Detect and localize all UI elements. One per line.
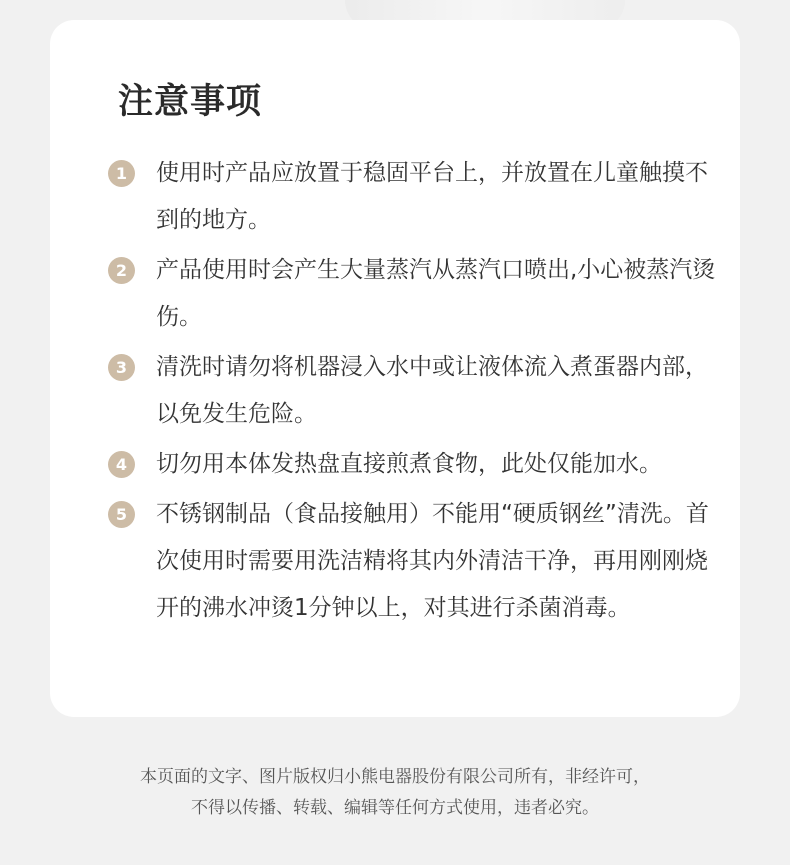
copyright-line-1: 本页面的文字、图片版权归小熊电器股份有限公司所有，非经许可， [140,767,650,787]
notice-text: 不锈钢制品（食品接触用）不能用“硬质钢丝”清洗。首次使用时需要用洗洁精将其内外清洁干净，再用刚刚烧开的沸水冲烫1分钟以上，对其进行杀菌消毒。 [156,501,709,621]
notice-title: 注意事项 [118,82,263,122]
number-badge: 4 [108,451,135,478]
notice-list [108,150,728,632]
notice-item [108,441,728,488]
notice-text: 切勿用本体发热盘直接煎煮食物，此处仅能加水。 [156,451,662,477]
notice-text: 使用时产品应放置于稳固平台上，并放置在儿童触摸不到的地方。 [156,160,708,233]
notice-text: 清洗时请勿将机器浸入水中或让液体流入煮蛋器内部，以免发生危险。 [156,354,708,427]
notice-card [50,20,740,717]
notice-item [108,491,728,632]
notice-item [108,150,728,244]
number-badge: 1 [108,160,135,187]
copyright-line-2: 不得以传播、转载、编辑等任何方式使用，违者必究。 [191,798,599,818]
notice-item [108,344,728,438]
notice-item [108,247,728,341]
number-badge: 3 [108,354,135,381]
number-badge: 5 [108,501,135,528]
copyright-notice [0,762,790,824]
notice-text: 产品使用时会产生大量蒸汽从蒸汽口喷出,小心被蒸汽烫伤。 [156,257,716,330]
number-badge: 2 [108,257,135,284]
